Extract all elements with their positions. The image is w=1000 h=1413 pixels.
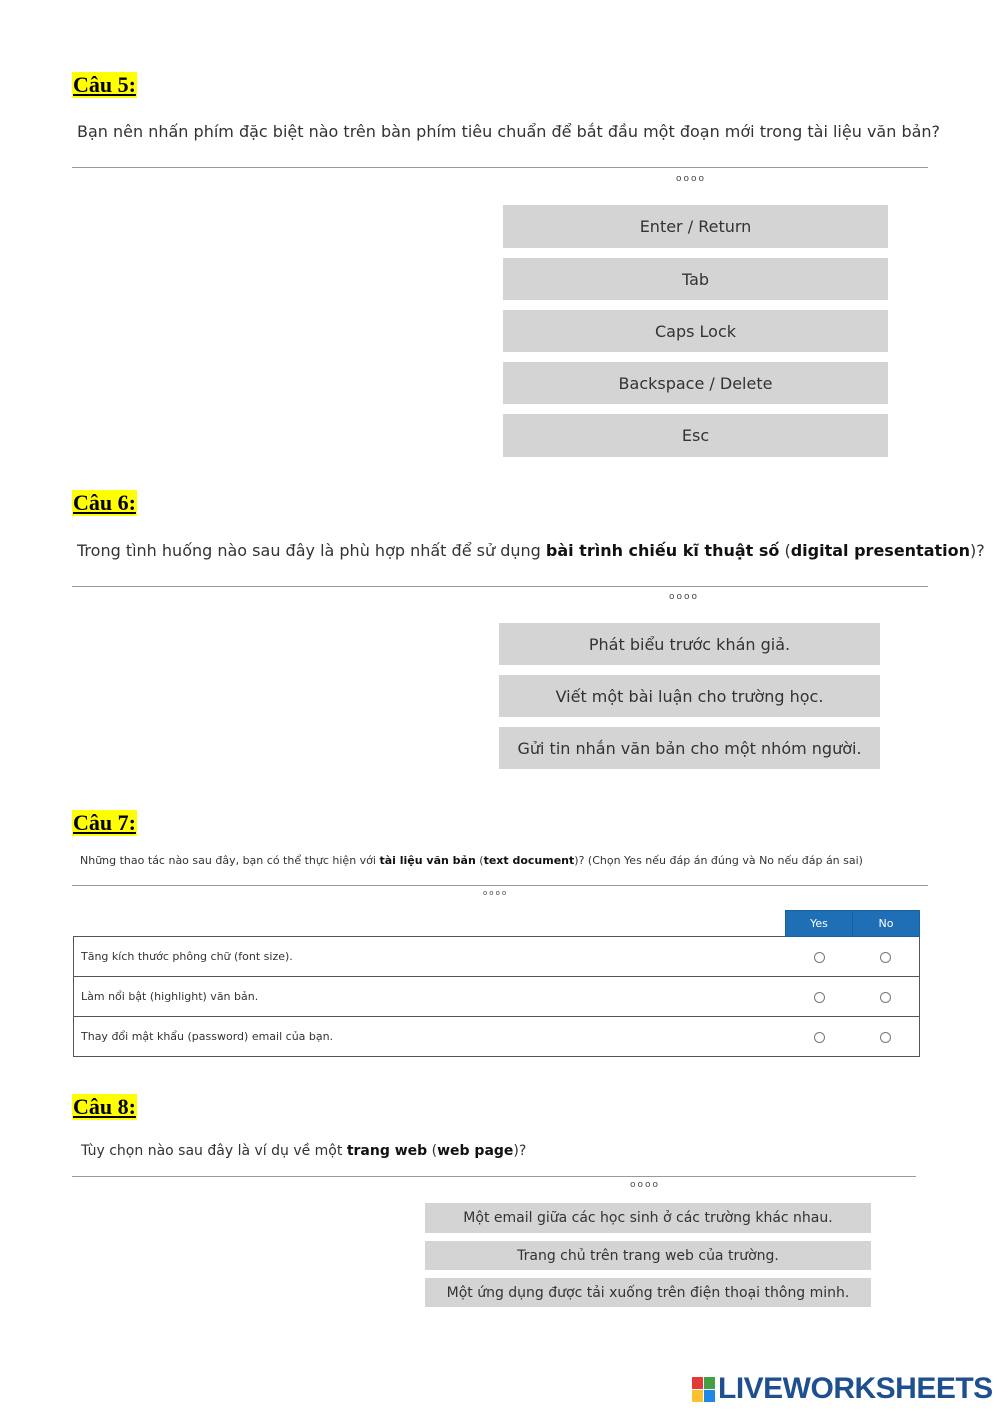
q7-row1-yes-radio[interactable]: [814, 952, 825, 963]
q7-column-yes: Yes: [786, 911, 853, 937]
q6-question: Trong tình huống nào sau đây là phù hợp nhất để sử dụng bài trình chiếu kĩ thuật số (digital presentation)?: [77, 541, 985, 560]
liveworksheets-logo-icon: [692, 1377, 715, 1402]
q6-option-1[interactable]: Phát biểu trước khán giả.: [499, 623, 880, 665]
q7-question: Những thao tác nào sau đây, bạn có thể thực hiện với tài liệu văn bản (text document)? (Chọn Yes nếu đáp án đúng và No nếu đáp án sai): [80, 854, 863, 867]
q5-divider: [72, 167, 928, 168]
q7-row1-no-radio[interactable]: [880, 952, 891, 963]
q7-title: Câu 7:: [73, 810, 136, 835]
q5-option-2[interactable]: Tab: [503, 258, 888, 300]
q7-yes-no-table: [73, 910, 920, 1057]
q8-title: Câu 8:: [73, 1094, 136, 1119]
q7-row3-yes-radio[interactable]: [814, 1032, 825, 1043]
q7-statement-3: Thay đổi mật khẩu (password) email của bạn.: [74, 1017, 786, 1057]
q6-option-2[interactable]: Viết một bài luận cho trường học.: [499, 675, 880, 717]
q7-statement-1: Tăng kích thước phông chữ (font size).: [74, 937, 786, 977]
q5-option-3[interactable]: Caps Lock: [503, 310, 888, 352]
q8-question: Tùy chọn nào sau đây là ví dụ về một trang web (web page)?: [81, 1143, 527, 1159]
q7-column-no: No: [853, 911, 920, 937]
q5-title: Câu 5:: [73, 72, 136, 97]
liveworksheets-logo: [692, 1374, 993, 1404]
q6-title: Câu 6:: [73, 490, 136, 515]
q6-divider: [72, 586, 928, 587]
q8-divider: [72, 1176, 916, 1177]
q8-dots: oooo: [630, 1180, 661, 1190]
q7-divider: [72, 885, 928, 886]
q5-question: Bạn nên nhấn phím đặc biệt nào trên bàn phím tiêu chuẩn để bắt đầu một đoạn mới trong tài liệu văn bản?: [77, 122, 941, 141]
liveworksheets-logo-text: LIVEWORKSHEETS: [718, 1372, 993, 1405]
q8-option-1[interactable]: Một email giữa các học sinh ở các trường khác nhau.: [425, 1203, 871, 1233]
table-row: [74, 977, 920, 1017]
q5-option-1[interactable]: Enter / Return: [503, 205, 888, 248]
q7-statement-2: Làm nổi bật (highlight) văn bản.: [74, 977, 786, 1017]
q8-option-3[interactable]: Một ứng dụng được tải xuống trên điện thoại thông minh.: [425, 1278, 871, 1307]
table-row: [74, 937, 920, 977]
table-row: [74, 1017, 920, 1057]
q5-option-4[interactable]: Backspace / Delete: [503, 362, 888, 404]
q5-option-5[interactable]: Esc: [503, 414, 888, 457]
q6-dots: oooo: [669, 592, 700, 602]
q7-dots: oooo: [483, 889, 509, 897]
q7-row2-yes-radio[interactable]: [814, 992, 825, 1003]
q5-dots: oooo: [676, 174, 707, 184]
q8-option-2[interactable]: Trang chủ trên trang web của trường.: [425, 1241, 871, 1270]
q6-option-3[interactable]: Gửi tin nhắn văn bản cho một nhóm người.: [499, 727, 880, 769]
q7-row3-no-radio[interactable]: [880, 1032, 891, 1043]
q7-row2-no-radio[interactable]: [880, 992, 891, 1003]
